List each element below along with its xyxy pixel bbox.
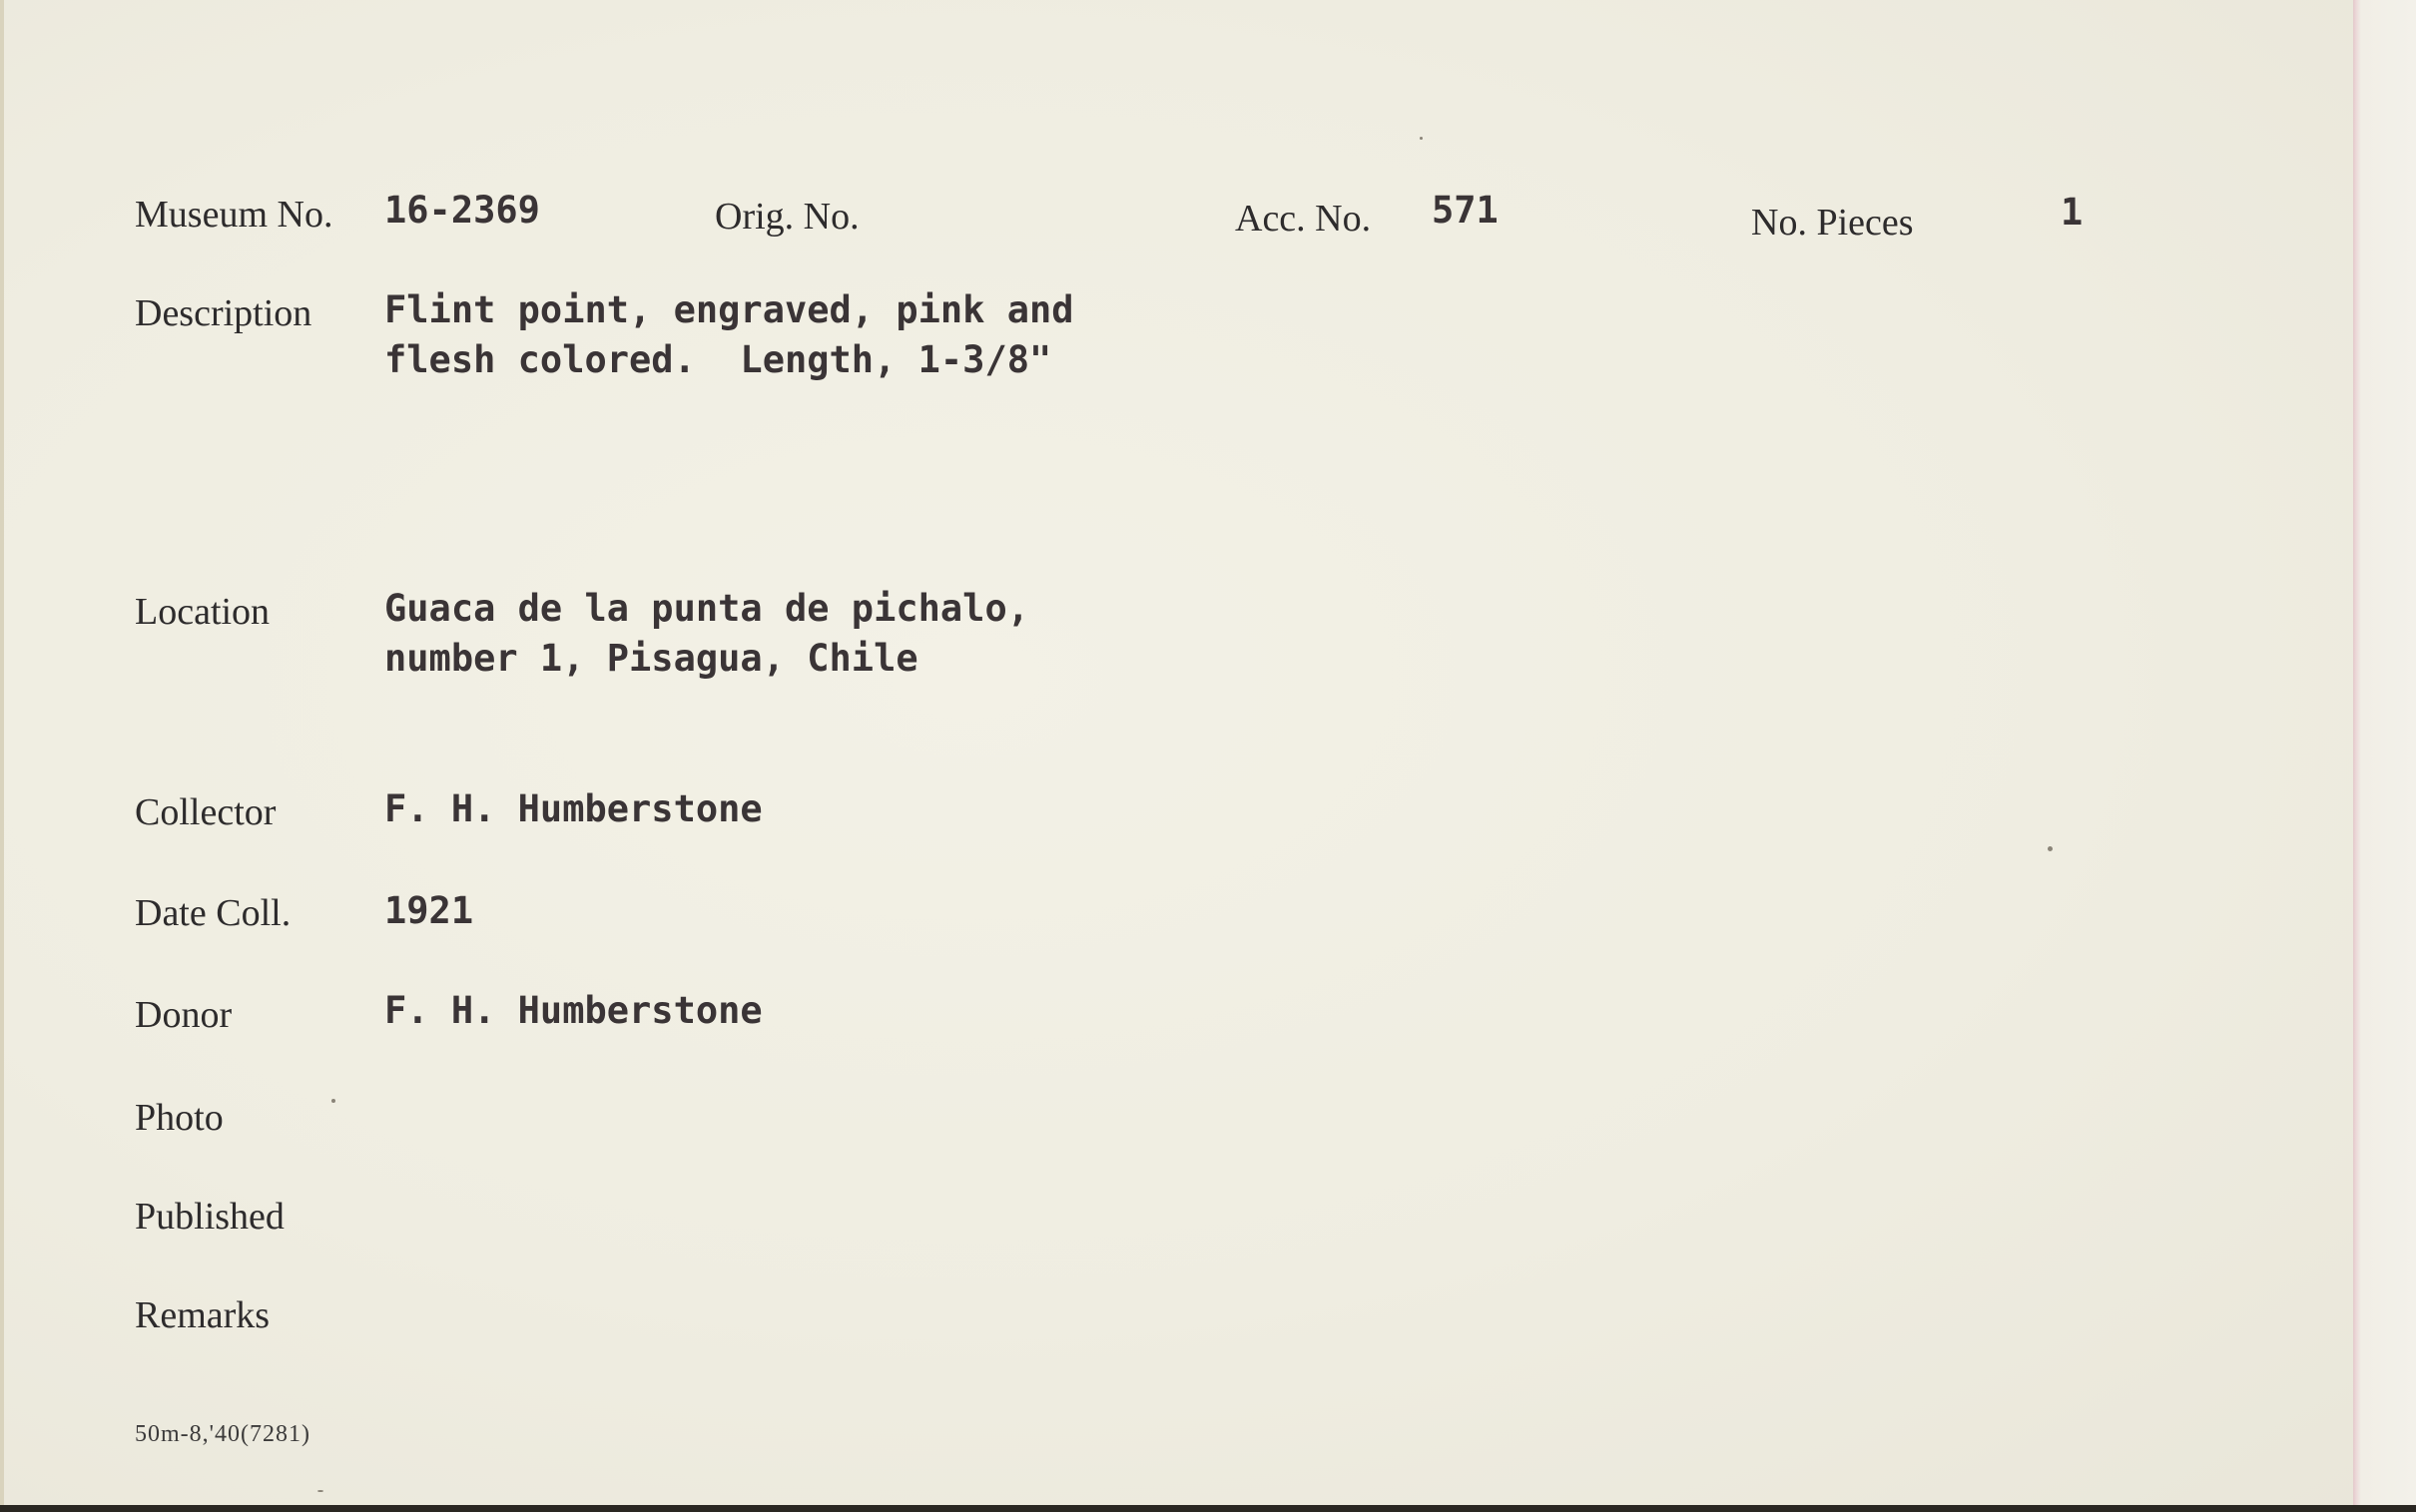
print-code: 50m-8,'40(7281) xyxy=(135,1421,310,1447)
published-label: Published xyxy=(135,1196,285,1238)
photo-label: Photo xyxy=(135,1097,224,1139)
orig-no-label: Orig. No. xyxy=(715,196,860,238)
collector-value: F. H. Humberstone xyxy=(384,787,763,830)
paper-speck xyxy=(1420,137,1423,140)
donor-value: F. H. Humberstone xyxy=(384,989,763,1032)
acc-no-value: 571 xyxy=(1432,189,1499,232)
acc-no-label: Acc. No. xyxy=(1235,198,1372,240)
card-right-margin xyxy=(2353,0,2416,1505)
paper-speck xyxy=(317,1490,323,1492)
description-line-2: flesh colored. Length, 1-3/8" xyxy=(384,338,1052,381)
location-line-1: Guaca de la punta de pichalo, xyxy=(384,587,1030,630)
museum-no-label: Museum No. xyxy=(135,194,333,236)
no-pieces-label: No. Pieces xyxy=(1751,202,1914,244)
date-coll-label: Date Coll. xyxy=(135,892,292,934)
paper-speck xyxy=(2048,846,2053,851)
remarks-label: Remarks xyxy=(135,1294,271,1336)
description-label: Description xyxy=(135,292,312,334)
description-line-1: Flint point, engraved, pink and xyxy=(384,288,1074,331)
date-coll-value: 1921 xyxy=(384,889,474,932)
card-bottom-edge xyxy=(0,1505,2416,1512)
museum-no-value: 16-2369 xyxy=(384,189,540,232)
collector-label: Collector xyxy=(135,791,277,833)
donor-label: Donor xyxy=(135,994,233,1036)
location-line-2: number 1, Pisagua, Chile xyxy=(384,637,918,680)
card-left-edge xyxy=(0,0,4,1505)
paper-speck xyxy=(331,1099,335,1103)
no-pieces-value: 1 xyxy=(2061,191,2084,234)
location-label: Location xyxy=(135,591,271,633)
